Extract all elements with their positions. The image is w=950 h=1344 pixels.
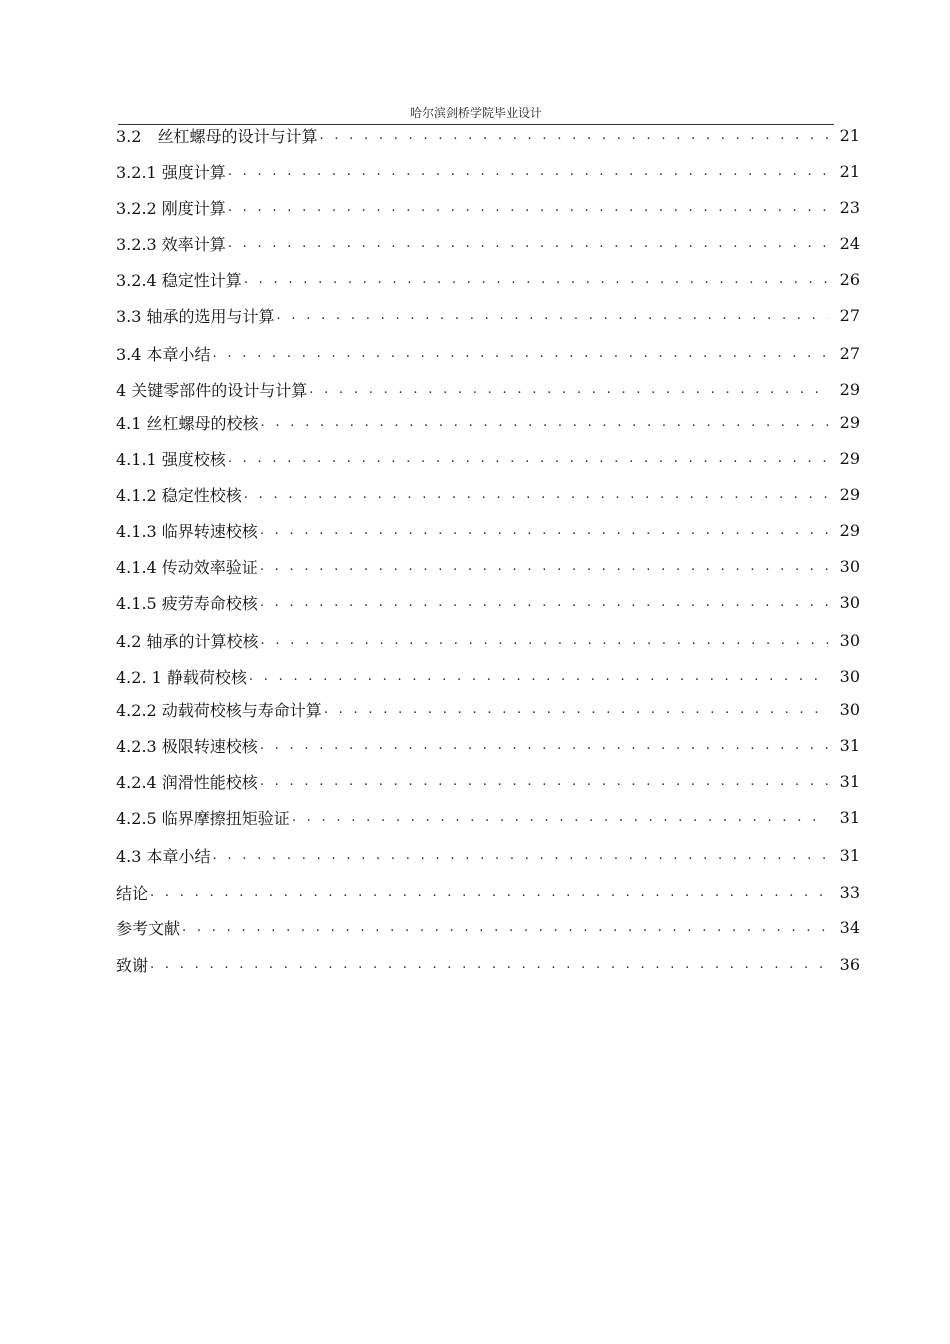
toc-entry-page: 30 <box>839 666 860 686</box>
toc-entry-label: 4.2. 1 静载荷校核 <box>116 667 247 687</box>
toc-entry-page: 31 <box>839 771 860 791</box>
toc-entry-page: 26 <box>839 269 860 289</box>
page-header-title: 哈尔滨剑桥学院毕业设计 <box>409 106 542 120</box>
toc-entry-label: 3.2 丝杠螺母的设计与计算 <box>116 126 318 146</box>
toc-dot-leader <box>324 702 828 717</box>
toc-entry <box>116 591 860 613</box>
toc-entry <box>116 806 860 828</box>
toc-dot-leader <box>260 738 828 753</box>
toc-dot-leader <box>260 595 828 610</box>
toc-entry <box>116 232 860 254</box>
toc-entry-label: 4.3 本章小结 <box>116 846 211 866</box>
toc-entry-page: 31 <box>839 845 860 865</box>
toc-dot-leader <box>260 559 828 574</box>
toc-entry-label: 结论 <box>116 883 149 903</box>
toc-entry-page: 30 <box>839 592 860 612</box>
toc-entry <box>116 665 860 687</box>
toc-entry-label: 参考文献 <box>116 918 181 938</box>
toc-dot-leader <box>244 272 828 287</box>
toc-entry-page: 27 <box>839 305 860 325</box>
toc-entry-label: 4.1.2 稳定性校核 <box>116 485 242 505</box>
toc-dot-leader <box>319 128 828 143</box>
toc-dot-leader <box>213 848 828 863</box>
toc-entry-label: 3.2.3 效率计算 <box>116 234 226 254</box>
toc-entry <box>116 881 860 903</box>
toc-dot-leader <box>309 382 828 397</box>
toc-entry-page: 29 <box>839 379 860 399</box>
toc-entry <box>116 953 860 975</box>
toc-entry <box>116 555 860 577</box>
toc-entry-page: 30 <box>839 556 860 576</box>
toc-entry <box>116 411 860 433</box>
toc-dot-leader <box>244 487 828 502</box>
toc-entry-label: 4.2.2 动载荷校核与寿命计算 <box>116 700 322 720</box>
toc-entry-label: 4.1 丝杠螺母的校核 <box>116 413 259 433</box>
toc-entry-label: 4.2.4 润滑性能校核 <box>116 772 258 792</box>
toc-entry <box>116 304 860 326</box>
toc-entry <box>116 342 860 364</box>
toc-entry-label: 3.2.4 稳定性计算 <box>116 270 242 290</box>
toc-dot-leader <box>292 810 828 825</box>
toc-entry <box>116 629 860 651</box>
toc-entry <box>116 268 860 290</box>
toc-entry <box>116 160 860 182</box>
toc-entry <box>116 447 860 469</box>
toc-entry <box>116 519 860 541</box>
toc-entry <box>116 483 860 505</box>
toc-entry-page: 23 <box>839 197 860 217</box>
toc-entry-page: 31 <box>839 735 860 755</box>
toc-entry-label: 4.2.5 临界摩擦扭矩验证 <box>116 808 290 828</box>
toc-entry-page: 29 <box>839 412 860 432</box>
toc-entry-label: 4.1.1 强度校核 <box>116 449 226 469</box>
toc-entry-label: 4.1.3 临界转速校核 <box>116 521 258 541</box>
toc-entry <box>116 770 860 792</box>
toc-entry-page: 29 <box>839 484 860 504</box>
toc-entry-page: 30 <box>839 630 860 650</box>
toc-entry-page: 24 <box>839 233 860 253</box>
toc-entry-label: 3.2.2 刚度计算 <box>116 198 226 218</box>
toc-entry-label: 3.3 轴承的选用与计算 <box>116 306 275 326</box>
toc-entry-label: 4.2.3 极限转速校核 <box>116 736 258 756</box>
toc-dot-leader <box>228 200 828 215</box>
toc-dot-leader <box>213 346 828 361</box>
toc-entry-page: 31 <box>839 807 860 827</box>
toc-dot-leader <box>260 523 828 538</box>
toc-entry-page: 30 <box>839 699 860 719</box>
toc-entry-page: 21 <box>839 125 860 145</box>
toc-entry-label: 4.1.4 传动效率验证 <box>116 557 258 577</box>
toc-entry <box>116 734 860 756</box>
toc-dot-leader <box>277 308 828 323</box>
toc-dot-leader <box>150 957 828 972</box>
toc-dot-leader <box>261 415 828 430</box>
toc-dot-leader <box>228 164 828 179</box>
toc-entry-page: 27 <box>839 343 860 363</box>
toc-entry <box>116 196 860 218</box>
toc-entry-label: 4.1.5 疲劳寿命校核 <box>116 593 258 613</box>
toc-dot-leader <box>182 920 828 935</box>
toc-dot-leader <box>260 774 828 789</box>
toc-entry <box>116 916 860 938</box>
toc-entry-page: 29 <box>839 520 860 540</box>
toc-entry-label: 4.2 轴承的计算校核 <box>116 631 259 651</box>
toc-dot-leader <box>249 669 828 684</box>
toc-entry-label: 致谢 <box>116 955 149 975</box>
toc-entry <box>116 378 860 400</box>
toc-entry-label: 3.2.1 强度计算 <box>116 162 226 182</box>
toc-entry-label: 3.4 本章小结 <box>116 344 211 364</box>
toc-entry-page: 33 <box>839 882 860 902</box>
toc-entry-label: 4 关键零部件的设计与计算 <box>116 380 308 400</box>
toc-entry-page: 36 <box>839 954 860 974</box>
toc-entry <box>116 844 860 866</box>
toc-entry-page: 29 <box>839 448 860 468</box>
toc-dot-leader <box>150 885 828 900</box>
toc-entry-page: 21 <box>839 161 860 181</box>
toc-entry <box>116 698 860 720</box>
toc-dot-leader <box>228 451 828 466</box>
toc-dot-leader <box>261 633 828 648</box>
toc-entry-page: 34 <box>839 917 860 937</box>
toc-entry <box>116 124 860 146</box>
toc-dot-leader <box>228 236 828 251</box>
